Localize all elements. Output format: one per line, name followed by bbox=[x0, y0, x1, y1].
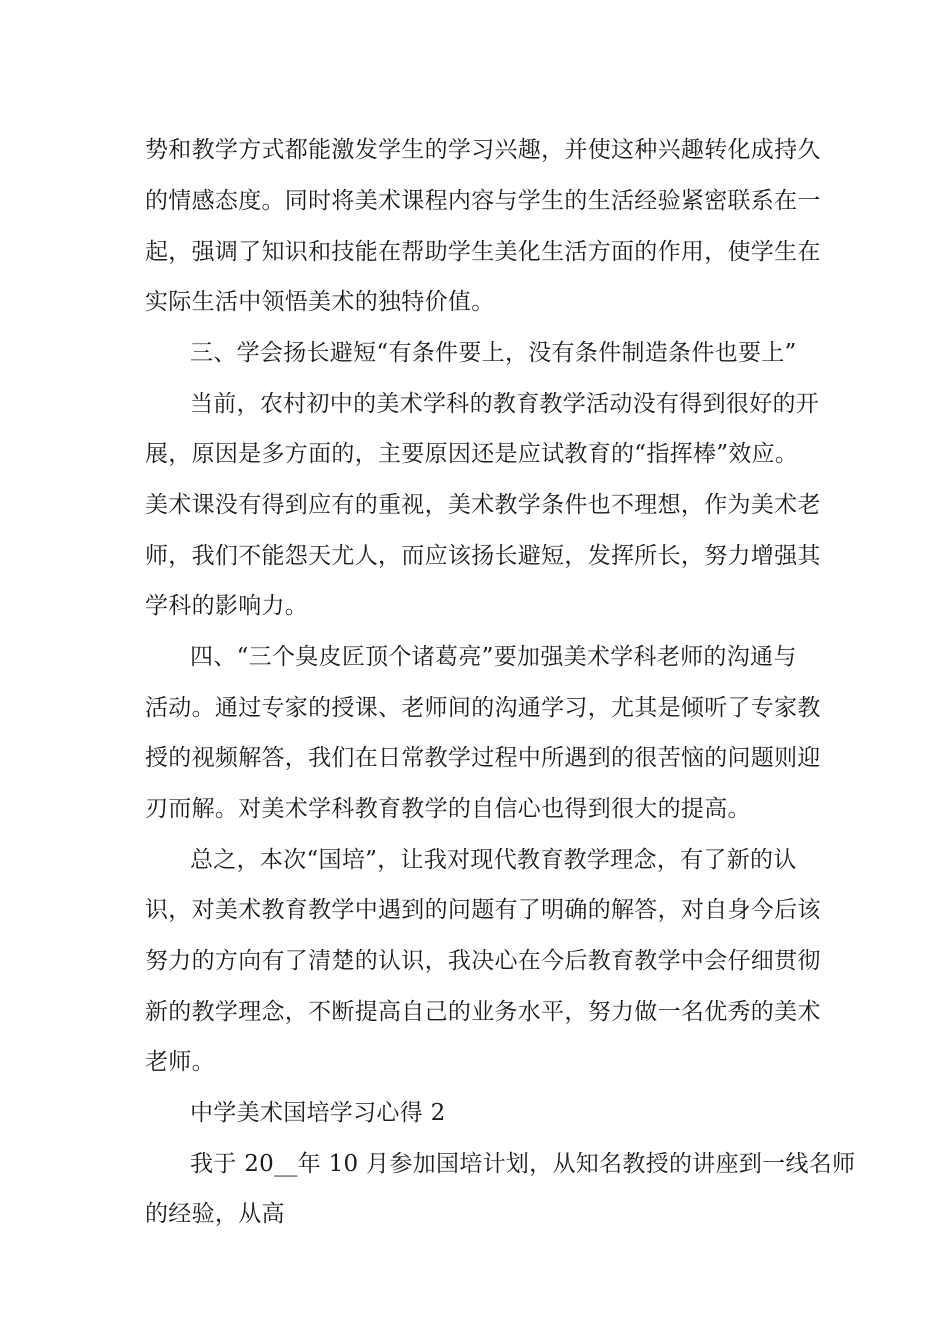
text-line: 努力的方向有了清楚的认识，我决心在今后教育教学中会仔细贯彻 bbox=[145, 948, 821, 974]
text-line: 刃而解。对美术学科教育教学的自信心也得到很大的提高。 bbox=[145, 796, 751, 822]
text-line: 总之，本次“国培”，让我对现代教育教学理念，有了新的认 bbox=[190, 847, 797, 873]
text-line: 起，强调了知识和技能在帮助学生美化生活方面的作用，使学生在 bbox=[145, 239, 821, 265]
text-line: 的情感态度。同时将美术课程内容与学生的生活经验紧密联系在一 bbox=[145, 188, 821, 214]
text-line: 活动。通过专家的授课、老师间的沟通学习，尤其是倾听了专家教 bbox=[145, 695, 821, 721]
text-line: 师，我们不能怨天尤人，而应该扬长避短，发挥所长，努力增强其 bbox=[145, 543, 821, 569]
text-line: 的经验，从高 bbox=[145, 1201, 285, 1227]
text-line: 老师。 bbox=[145, 1049, 215, 1075]
text-line: 识，对美术教育教学中遇到的问题有了明确的解答，对自身今后该 bbox=[145, 897, 821, 923]
text-line: 学科的影响力。 bbox=[145, 593, 309, 619]
text-line: 势和教学方式都能激发学生的学习兴趣，并使这种兴趣转化成持久 bbox=[145, 137, 821, 163]
text-line: 当前，农村初中的美术学科的教育教学活动没有得到很好的开 bbox=[190, 391, 820, 417]
text-line: 新的教学理念，不断提高自己的业务水平，努力做一名优秀的美术 bbox=[145, 999, 821, 1025]
section-heading: 四、“三个臭皮匠顶个诸葛亮”要加强美术学科老师的沟通与 bbox=[190, 644, 797, 670]
text-line: 美术课没有得到应有的重视，美术教学条件也不理想，作为美术老 bbox=[145, 492, 821, 518]
text-line: 授的视频解答，我们在日常教学过程中所遇到的很苦恼的问题则迎 bbox=[145, 745, 821, 771]
text-line: 实际生活中领悟美术的独特价值。 bbox=[145, 289, 495, 315]
section-heading: 三、学会扬长避短“有条件要上，没有条件制造条件也要上” bbox=[190, 340, 797, 366]
text-line: 我于 20__年 10 月参加国培计划，从知名教授的讲座到一线名师 bbox=[190, 1151, 856, 1177]
text-line: 展，原因是多方面的，主要原因还是应试教育的“指挥棒”效应。 bbox=[145, 441, 799, 467]
article-title: 中学美术国培学习心得 2 bbox=[190, 1100, 446, 1126]
